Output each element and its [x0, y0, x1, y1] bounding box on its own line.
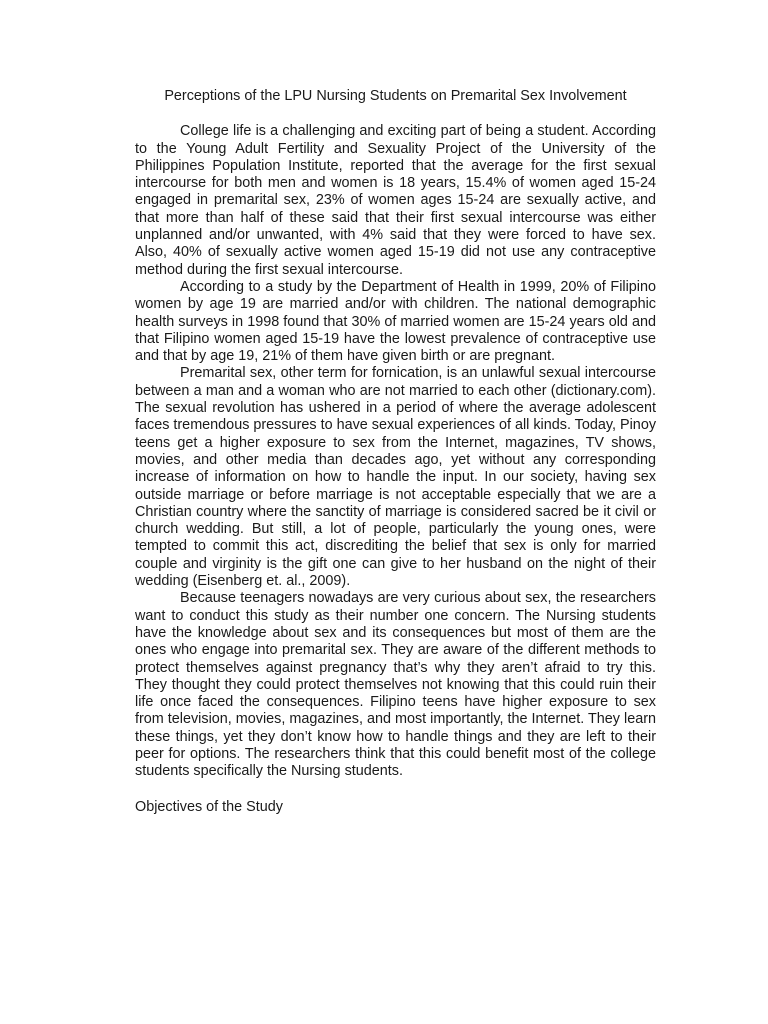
section-heading-objectives: Objectives of the Study — [135, 798, 283, 815]
paragraph-1: College life is a challenging and exciting part of being a student. According to the Young Adult Fertility and Sexuality Project of the University of the Philippines Population Institute, reported that the average for the first sexual intercourse for both men and women is 18 years, 15.4% of women aged 15-24 engaged in premarital sex, 23% of women ages 15-24 are sexually active, and that more than half of these said that their first sexual intercourse was either unplanned and/or unwanted, with 4% said that they were forced to have sex. Also, 40% of sexually active women aged 15-19 did not use any contraceptive method during the first sexual intercourse. — [135, 123, 656, 278]
document-body — [135, 88, 656, 816]
paragraph-2: According to a study by the Department of Health in 1999, 20% of Filipino women by age 19 are married and/or with children. The national demographic health surveys in 1998 found that 30% of married women are 15-24 years old and that Filipino women aged 15-19 have the lowest prevalence of contraceptive use and that by age 19, 21% of them have given birth or are pregnant. — [135, 278, 656, 365]
paragraph-4: Because teenagers nowadays are very curious about sex, the researchers want to conduct this study as their number one concern. The Nursing students have the knowledge about sex and its consequences but most of them are the ones who engage into premarital sex. They are aware of the different methods to protect themselves against pregnancy that’s why they aren’t afraid to try this. They thought they could protect themselves not knowing that this could ruin their life once faced the consequences. Filipino teens have higher exposure to sex from television, movies, magazines, and most importantly, the Internet. They learn these things, yet they don’t know how to handle things and they are left to their peer for options. The researchers think that this could benefit most of the college students specifically the Nursing students. — [135, 590, 656, 780]
document-title: Perceptions of the LPU Nursing Students on Premarital Sex Involvement — [164, 88, 627, 104]
paragraph-3: Premarital sex, other term for fornication, is an unlawful sexual intercourse between a man and a woman who are not married to each other (dictionary.com). The sexual revolution has ushered in a period of where the average adolescent faces tremendous pressures to have sexual experiences of all kinds. Today, Pinoy teens get a higher exposure to sex from the Internet, magazines, TV shows, movies, and other media than decades ago, yet without any corresponding increase of information on how to handle the input. In our society, having sex outside marriage or before marriage is not acceptable especially that we are a Christian country where the sanctity of marriage is considered sacred be it civil or church wedding. But still, a lot of people, particularly the young ones, were tempted to commit this act, discrediting the belief that sex is only for married couple and virginity is the gift one can give to her husband on the night of their wedding (Eisenberg et. al., 2009). — [135, 365, 657, 590]
